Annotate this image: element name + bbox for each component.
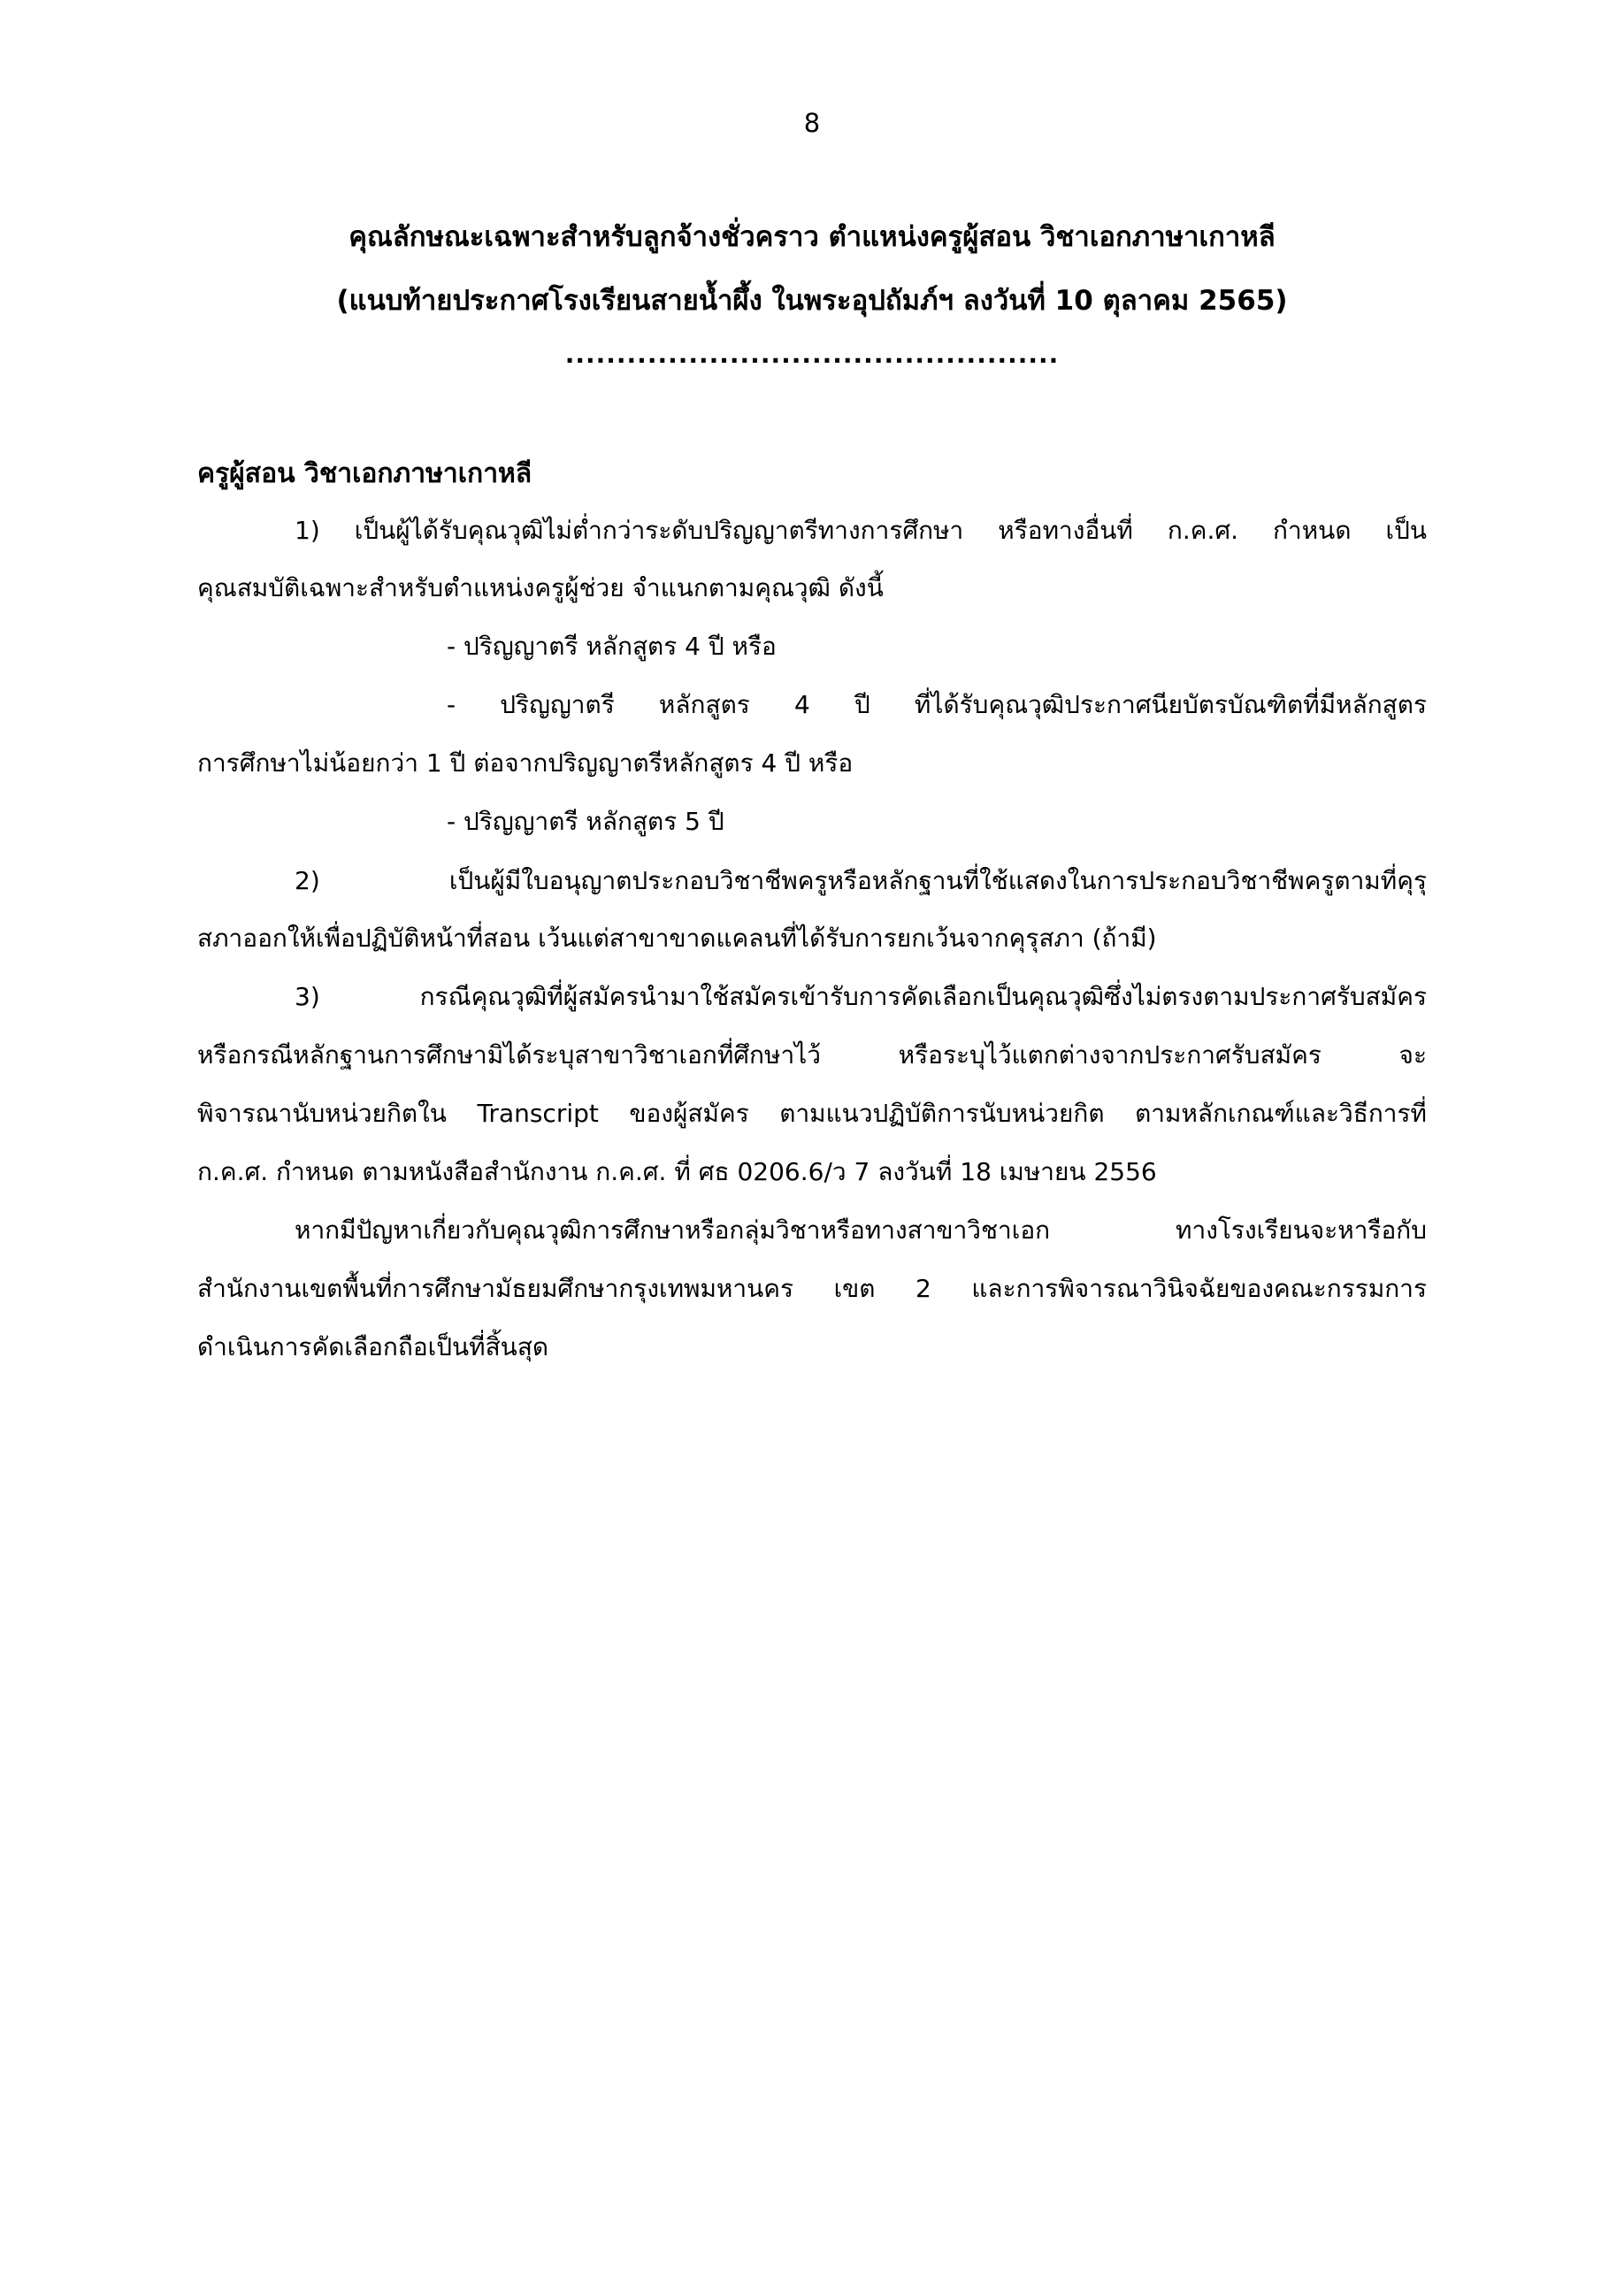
bullet-item: - ปริญญาตรี หลักสูตร 4 ปี ที่ได้รับคุณวุฒิประกาศนียบัตรบัณฑิตที่มีหลักสูตร: [447, 690, 1427, 719]
paragraph-line: 3) กรณีคุณวุฒิที่ผู้สมัครนำมาใช้สมัครเข้ารับการคัดเลือกเป็นคุณวุฒิซึ่งไม่ตรงตามประกาศรับสมัคร: [295, 982, 1427, 1011]
bullet-item: - ปริญญาตรี หลักสูตร 5 ปี: [447, 807, 724, 836]
title-separator: ................................................: [564, 340, 1060, 369]
paragraph-line: สภาออกให้เพื่อปฏิบัติหน้าที่สอน เว้นแต่สาขาขาดแคลนที่ได้รับการยกเว้นจากคุรุสภา (ถ้ามี): [197, 924, 1157, 953]
paragraph-line: 2) เป็นผู้มีใบอนุญาตประกอบวิชาชีพครูหรือหลักฐานที่ใช้แสดงในการประกอบวิชาชีพครูตามที่คุรุ: [295, 866, 1427, 895]
paragraph-line: สำนักงานเขตพื้นที่การศึกษามัธยมศึกษากรุงเทพมหานคร เขต 2 และการพิจารณาวินิจฉัยของคณะกรรมการ: [197, 1274, 1427, 1303]
paragraph-line: การศึกษาไม่น้อยกว่า 1 ปี ต่อจากปริญญาตรีหลักสูตร 4 ปี หรือ: [197, 748, 854, 778]
page-number: 8: [803, 108, 821, 138]
paragraph-line: 1) เป็นผู้ได้รับคุณวุฒิไม่ต่ำกว่าระดับปริญญาตรีทางการศึกษา หรือทางอื่นที่ ก.ค.ศ. กำหนด เป็น: [295, 516, 1427, 545]
paragraph-line: คุณสมบัติเฉพาะสำหรับตำแหน่งครูผู้ช่วย จำแนกตามคุณวุฒิ ดังนี้: [197, 573, 884, 602]
paragraph-line: หากมีปัญหาเกี่ยวกับคุณวุฒิการศึกษาหรือกลุ่มวิชาหรือทางสาขาวิชาเอก ทางโรงเรียนจะหารือกับ: [295, 1216, 1427, 1245]
bullet-item: - ปริญญาตรี หลักสูตร 4 ปี หรือ: [447, 632, 777, 661]
paragraph-line: ดำเนินการคัดเลือกถือเป็นที่สิ้นสุด: [197, 1332, 549, 1361]
paragraph-line: พิจารณานับหน่วยกิตใน Transcript ของผู้สมัคร ตามแนวปฏิบัติการนับหน่วยกิต ตามหลักเกณฑ์และวิธีการที่: [197, 1099, 1427, 1128]
section-heading: ครูผู้สอน วิชาเอกภาษาเกาหลี: [197, 458, 532, 489]
document-title-line-2: (แนบท้ายประกาศโรงเรียนสายน้ำผึ้ง ในพระอุปถัมภ์ฯ ลงวันที่ 10 ตุลาคม 2565): [336, 285, 1288, 317]
paragraph-line: หรือกรณีหลักฐานการศึกษามิได้ระบุสาขาวิชาเอกที่ศึกษาไว้ หรือระบุไว้แตกต่างจากประกาศรับสมัคร จะ: [197, 1040, 1427, 1070]
paragraph-line: ก.ค.ศ. กำหนด ตามหนังสือสำนักงาน ก.ค.ศ. ที่ ศธ 0206.6/ว 7 ลงวันที่ 18 เมษายน 2556: [197, 1157, 1157, 1186]
document-title-line-1: คุณลักษณะเฉพาะสำหรับลูกจ้างชั่วคราว ตำแหน่งครูผู้สอน วิชาเอกภาษาเกาหลี: [349, 221, 1275, 253]
